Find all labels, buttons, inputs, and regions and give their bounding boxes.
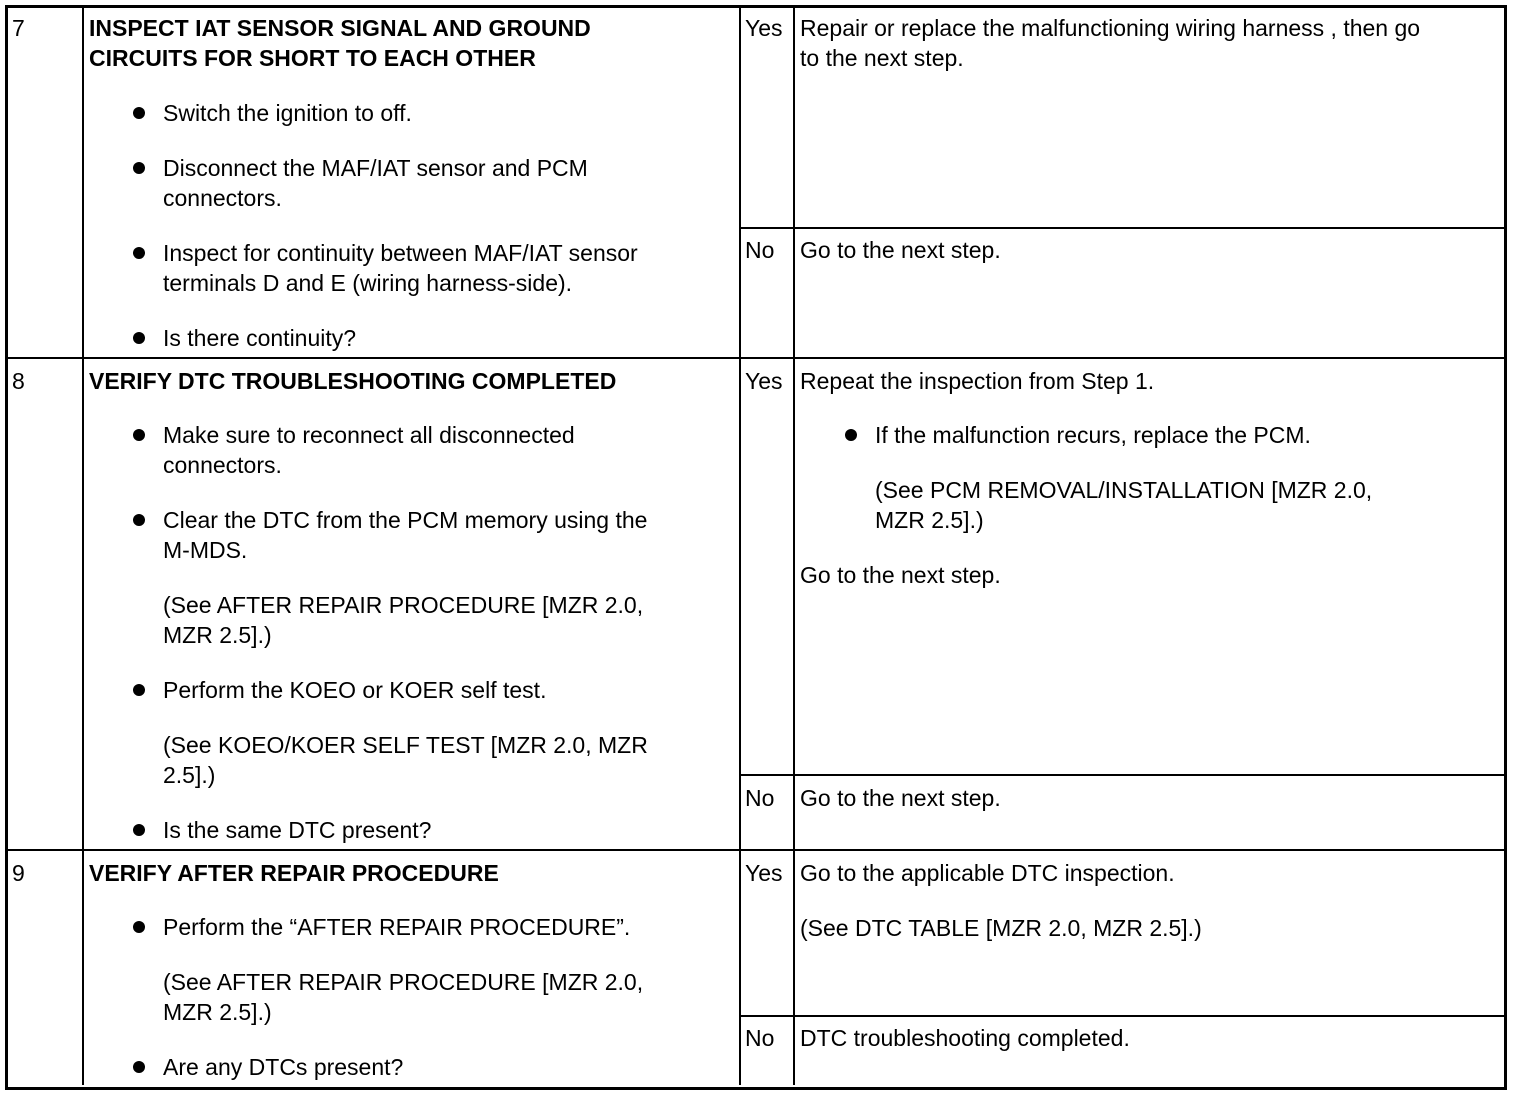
bullet-icon [133, 921, 145, 933]
bullet-icon [133, 429, 145, 441]
reference-note: MZR 2.5].) [163, 622, 272, 648]
reference-note: 2.5].) [163, 762, 216, 788]
action-text: Are any DTCs present? [163, 1054, 404, 1080]
bullet-icon [133, 332, 145, 344]
action-text: Switch the ignition to off. [163, 100, 412, 126]
action-text: Is the same DTC present? [163, 817, 432, 843]
action-text: Perform the “AFTER REPAIR PROCEDURE”. [163, 914, 631, 940]
column-divider [82, 8, 84, 1085]
no-label: No [745, 785, 775, 811]
yes-result: Go to the applicable DTC inspection. [800, 860, 1175, 886]
no-result: Go to the next step. [800, 237, 1001, 263]
yes-result: Repeat the inspection from Step 1. [800, 368, 1155, 394]
yes-result: Go to the next step. [800, 562, 1001, 588]
reference-note: MZR 2.5].) [163, 999, 272, 1025]
bullet-icon [133, 1061, 145, 1073]
yes-no-divider [739, 227, 1504, 229]
yes-label: Yes [745, 860, 783, 886]
bullet-icon [133, 247, 145, 259]
yes-label: Yes [745, 368, 783, 394]
action-text: connectors. [163, 452, 282, 478]
bullet-icon [133, 107, 145, 119]
bullet-icon [133, 824, 145, 836]
action-text: Clear the DTC from the PCM memory using the [163, 507, 648, 533]
yes-no-divider [739, 1015, 1504, 1017]
bullet-icon [133, 162, 145, 174]
yes-result: to the next step. [800, 45, 964, 71]
no-label: No [745, 1025, 775, 1051]
yes-label: Yes [745, 15, 783, 41]
reference-note: (See AFTER REPAIR PROCEDURE [MZR 2.0, [163, 592, 644, 618]
bullet-icon [845, 429, 857, 441]
no-result: DTC troubleshooting completed. [800, 1025, 1130, 1051]
no-label: No [745, 237, 775, 263]
no-result: Go to the next step. [800, 785, 1001, 811]
yes-result: If the malfunction recurs, replace the PCM. [875, 422, 1311, 448]
reference-note: (See AFTER REPAIR PROCEDURE [MZR 2.0, [163, 969, 644, 995]
step-title: VERIFY AFTER REPAIR PROCEDURE [89, 860, 499, 886]
reference-note: (See KOEO/KOER SELF TEST [MZR 2.0, MZR [163, 732, 648, 758]
action-text: Disconnect the MAF/IAT sensor and PCM [163, 155, 588, 181]
reference-note: MZR 2.5].) [875, 507, 984, 533]
row-divider [8, 849, 1504, 851]
step-title: INSPECT IAT SENSOR SIGNAL AND GROUND [89, 15, 591, 41]
action-text: Make sure to reconnect all disconnected [163, 422, 575, 448]
yes-no-divider [739, 774, 1504, 776]
step-number: 7 [12, 15, 25, 41]
step-title: VERIFY DTC TROUBLESHOOTING COMPLETED [89, 368, 617, 394]
row-divider [8, 357, 1504, 359]
bullet-icon [133, 684, 145, 696]
action-text: Inspect for continuity between MAF/IAT sensor [163, 240, 638, 266]
action-text: Perform the KOEO or KOER self test. [163, 677, 547, 703]
action-text: connectors. [163, 185, 282, 211]
yes-result: Repair or replace the malfunctioning wiring harness , then go [800, 15, 1421, 41]
step-number: 8 [12, 368, 25, 394]
action-text: terminals D and E (wiring harness-side). [163, 270, 573, 296]
reference-note: (See DTC TABLE [MZR 2.0, MZR 2.5].) [800, 915, 1202, 941]
bullet-icon [133, 514, 145, 526]
reference-note: (See PCM REMOVAL/INSTALLATION [MZR 2.0, [875, 477, 1373, 503]
column-divider [739, 8, 741, 1085]
step-title: CIRCUITS FOR SHORT TO EACH OTHER [89, 45, 536, 71]
column-divider [793, 8, 795, 1085]
action-text: Is there continuity? [163, 325, 357, 351]
step-number: 9 [12, 860, 25, 886]
action-text: M-MDS. [163, 537, 248, 563]
